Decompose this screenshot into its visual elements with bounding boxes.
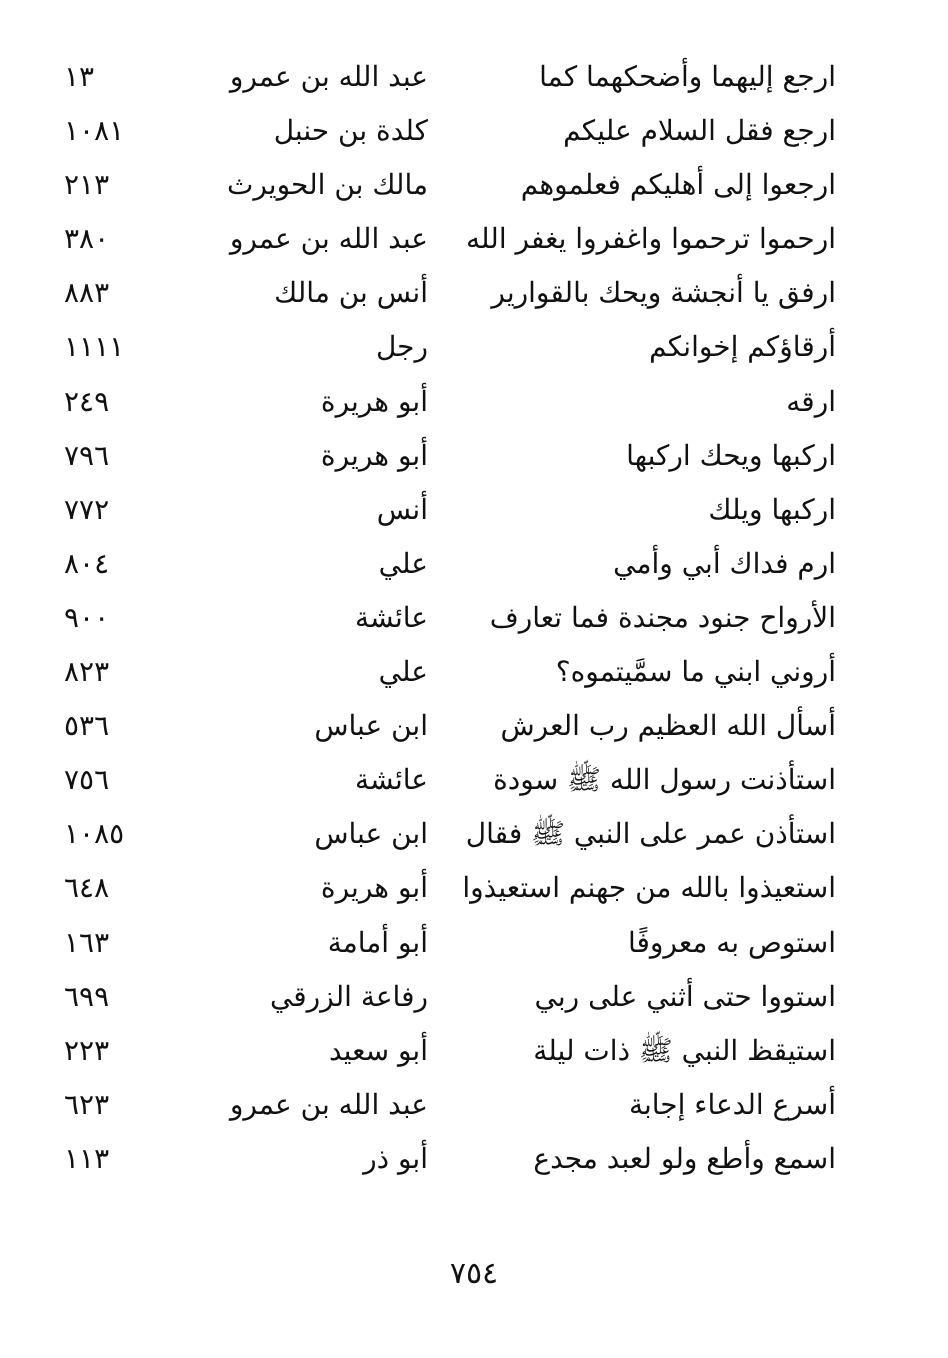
narrator-name: أبو ذر: [363, 1141, 428, 1175]
narrator-name: أبو هريرة: [320, 438, 428, 472]
hadith-text: ارجعوا إلى أهليكم فعلموهم: [520, 168, 836, 202]
narrator-name: علي: [378, 546, 428, 580]
table-row: [0, 429, 948, 483]
narrator-name: أبو هريرة: [320, 871, 428, 905]
hadith-text: أسأل الله العظيم رب العرش: [500, 709, 836, 743]
page-reference: ٦٩٩: [64, 979, 110, 1013]
hadith-text: ارحموا ترحموا واغفروا يغفر الله: [466, 222, 836, 256]
narrator-name: رفاعة الزرقي: [269, 979, 428, 1013]
page-reference: ١٠٨١: [64, 114, 125, 148]
table-row: [0, 266, 948, 320]
narrator-name: عائشة: [354, 763, 428, 797]
table-row: [0, 1078, 948, 1132]
narrator-name: ابن عباس: [314, 709, 428, 743]
table-row: [0, 916, 948, 970]
hadith-text: أسرع الدعاء إجابة: [628, 1087, 836, 1121]
narrator-name: رجل: [375, 330, 428, 364]
table-row: [0, 104, 948, 158]
table-row: [0, 807, 948, 861]
narrator-name: أبو سعيد: [328, 1033, 428, 1067]
narrator-name: أنس: [376, 492, 428, 526]
narrator-name: كلدة بن حنبل: [273, 114, 428, 148]
page-reference: ١٦٣: [64, 925, 110, 959]
narrator-name: أنس بن مالك: [274, 276, 428, 310]
page-reference: ٢٤٩: [64, 384, 110, 418]
hadith-text: استأذن عمر على النبي ﷺ فقال: [465, 817, 836, 851]
table-row: [0, 970, 948, 1024]
page-reference: ١١١١: [64, 330, 125, 364]
page-reference: ٦٤٨: [64, 871, 110, 905]
table-row: [0, 537, 948, 591]
table-row: [0, 158, 948, 212]
table-row: [0, 699, 948, 753]
hadith-text: اركبها ويلك: [708, 492, 836, 526]
page-reference: ٢١٣: [64, 168, 110, 202]
narrator-name: عائشة: [354, 600, 428, 634]
table-row: [0, 861, 948, 915]
narrator-name: عبد الله بن عمرو: [229, 60, 428, 93]
page-reference: ١٠٨٥: [64, 817, 125, 851]
hadith-text: اسمع وأطع ولو لعبد مجدع: [533, 1141, 836, 1175]
narrator-name: ابن عباس: [314, 817, 428, 851]
hadith-text: استيقظ النبي ﷺ ذات ليلة: [533, 1033, 836, 1067]
hadith-text: اركبها ويحك اركبها: [626, 438, 836, 472]
hadith-text: ارفق يا أنجشة ويحك بالقوارير: [491, 276, 836, 310]
page-reference: ٨٨٣: [64, 276, 110, 310]
page-reference: ١٣: [64, 60, 95, 93]
hadith-text: ارجع إليهما وأضحكهما كما: [539, 60, 836, 93]
page-reference: ٨٢٣: [64, 655, 110, 689]
hadith-index-table: [0, 50, 948, 1186]
table-row: [0, 483, 948, 537]
table-row: [0, 753, 948, 807]
page-reference: ٧٥٦: [64, 763, 110, 797]
narrator-name: عبد الله بن عمرو: [229, 222, 428, 256]
hadith-text: ارم فداك أبي وأمي: [613, 546, 836, 580]
page-reference: ٧٩٦: [64, 438, 110, 472]
narrator-name: علي: [378, 655, 428, 689]
table-row: [0, 1024, 948, 1078]
page-reference: ٦٢٣: [64, 1087, 110, 1121]
table-row: [0, 591, 948, 645]
table-row: [0, 50, 948, 104]
table-row: [0, 375, 948, 429]
page-reference: ٧٧٢: [64, 492, 110, 526]
page-number: ٧٥٤: [449, 1256, 499, 1291]
hadith-text: أرقاؤكم إخوانكم: [649, 330, 836, 364]
hadith-text: الأرواح جنود مجندة فما تعارف: [489, 600, 836, 634]
hadith-text: ارجع فقل السلام عليكم: [563, 114, 836, 148]
page-reference: ٨٠٤: [64, 546, 110, 580]
hadith-text: استأذنت رسول الله ﷺ سودة: [493, 763, 836, 797]
table-row: [0, 645, 948, 699]
hadith-text: ارقه: [786, 384, 836, 418]
page-reference: ١١٣: [64, 1141, 110, 1175]
table-row: [0, 1132, 948, 1186]
hadith-text: استوص به معروفًا: [627, 925, 836, 959]
table-row: [0, 320, 948, 374]
narrator-name: مالك بن الحويرث: [226, 168, 428, 202]
page-reference: ٢٢٣: [64, 1033, 110, 1067]
narrator-name: أبو أمامة: [327, 925, 428, 959]
hadith-text: استووا حتى أثني على ربي: [534, 979, 836, 1013]
page-reference: ٩٠٠: [64, 600, 110, 634]
hadith-text: استعيذوا بالله من جهنم استعيذوا: [462, 871, 836, 905]
page-reference: ٥٣٦: [64, 709, 110, 743]
hadith-text: أروني ابني ما سمَّيتموه؟: [555, 655, 836, 689]
page-reference: ٣٨٠: [64, 222, 110, 256]
narrator-name: أبو هريرة: [320, 384, 428, 418]
table-row: [0, 212, 948, 266]
narrator-name: عبد الله بن عمرو: [229, 1087, 428, 1121]
